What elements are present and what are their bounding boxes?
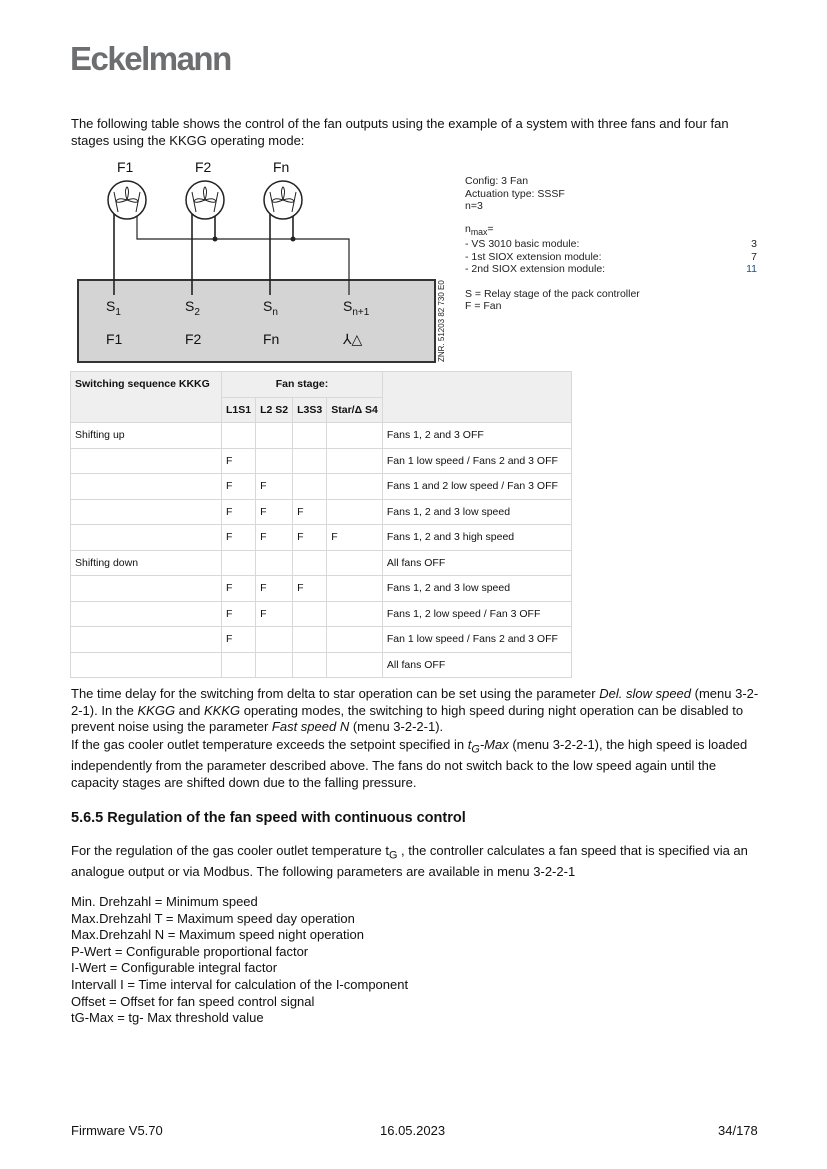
- table-cell: All fans OFF: [382, 652, 571, 678]
- table-cell: Shifting down: [71, 550, 222, 576]
- table-cell: F: [256, 576, 293, 602]
- table-cell: [71, 652, 222, 678]
- table-cell: Fans 1, 2 and 3 high speed: [382, 525, 571, 551]
- column-header: L3S3: [293, 397, 327, 423]
- table-row: [71, 601, 572, 627]
- table-cell: Shifting up: [71, 423, 222, 449]
- table-cell: [293, 474, 327, 500]
- table-cell: F: [256, 474, 293, 500]
- table-cell: [327, 550, 383, 576]
- table-cell: F: [327, 525, 383, 551]
- table-cell: [256, 550, 293, 576]
- table-cell: [71, 499, 222, 525]
- table-cell: [222, 652, 256, 678]
- table-cell: Fans 1, 2 and 3 OFF: [382, 423, 571, 449]
- relay-fan-label: ⅄△: [343, 331, 363, 347]
- relay-fan-label: F1: [106, 331, 123, 347]
- table-cell: [293, 448, 327, 474]
- table-cell: [327, 576, 383, 602]
- table-cell: [71, 525, 222, 551]
- actuation-text: Actuation type: SSSF: [465, 187, 565, 200]
- fan-label: Fn: [273, 159, 290, 175]
- table-cell: Fans 1, 2 and 3 low speed: [382, 499, 571, 525]
- table-cell: F: [293, 525, 327, 551]
- table-cell: [71, 448, 222, 474]
- wiring-diagram: [0, 150, 460, 370]
- table-cell: Fan 1 low speed / Fans 2 and 3 OFF: [382, 448, 571, 474]
- table-cell: [293, 627, 327, 653]
- table-cell: [327, 652, 383, 678]
- table-cell: [222, 550, 256, 576]
- table-cell: [256, 448, 293, 474]
- table-cell: [327, 627, 383, 653]
- intro-text: The following table shows the control of the fan outputs using the example of a system with three fans and four fan stages using the KKGG operating mode:: [71, 116, 729, 148]
- parameter-item: P-Wert = Configurable proportional factor: [71, 943, 309, 959]
- table-cell: [256, 627, 293, 653]
- table-row: [71, 550, 572, 576]
- table-row: [71, 576, 572, 602]
- table-cell: F: [222, 525, 256, 551]
- table-cell: [293, 601, 327, 627]
- n-text: n=3: [465, 200, 483, 212]
- nmax-n: n: [465, 222, 471, 235]
- parameter-item: Max.Drehzahl T = Maximum speed day operation: [71, 910, 355, 926]
- table-row: [71, 474, 572, 500]
- table-cell: [327, 448, 383, 474]
- table-cell: [256, 423, 293, 449]
- table-cell: F: [222, 448, 256, 474]
- table-cell: [327, 499, 383, 525]
- relay-fan-label: Fn: [263, 331, 280, 347]
- paragraph-delay: The time delay for the switching from delta to star operation can be set using the parameter Del. slow speed (menu 3-2-2-1). In the KKGG and KKKG operating modes, the switching to high speed during night operation can be disabled to prevent noise using the parameter Fast speed N (menu 3-2-2-1).: [71, 686, 759, 735]
- table-cell: [293, 550, 327, 576]
- header-blank: [382, 372, 571, 423]
- paragraph-continuous: For the regulation of the gas cooler outlet temperature $t_G$ , the controller calculates a fan speed that is specified via an analogue output or via Modbus. The following parameters are available in menu 3-2-2-1: [71, 843, 748, 880]
- table-cell: [71, 627, 222, 653]
- parameter-item: tG-Max = tg- Max threshold value: [71, 1010, 264, 1026]
- table-cell: [293, 423, 327, 449]
- table-cell: Fans 1, 2 low speed / Fan 3 OFF: [382, 601, 571, 627]
- table-cell: Fans 1 and 2 low speed / Fan 3 OFF: [382, 474, 571, 500]
- table-row: [71, 525, 572, 551]
- table-cell: F: [222, 601, 256, 627]
- relay-label: $S_n$: [263, 298, 278, 318]
- footer-date: 16.05.2023: [380, 1123, 446, 1138]
- relay-label: $S_1$: [106, 298, 121, 318]
- config-text: Config: 3 Fan: [465, 175, 529, 187]
- relay-label: $S_2$: [185, 298, 200, 318]
- table-cell: [327, 601, 383, 627]
- table-cell: [293, 652, 327, 678]
- footer-page: 34/178: [718, 1123, 758, 1138]
- table-cell: F: [256, 601, 293, 627]
- table-cell: F: [222, 576, 256, 602]
- module-row: - VS 3010 basic module: 3: [465, 238, 757, 251]
- table-row: [71, 423, 572, 449]
- column-header: L2 S2: [256, 397, 293, 423]
- header-sequence: Switching sequence KKKG: [71, 372, 222, 423]
- table-cell: F: [222, 474, 256, 500]
- table-cell: [327, 474, 383, 500]
- nmax-eq: =: [487, 222, 494, 235]
- table-row: [71, 652, 572, 678]
- parameter-item: Min. Drehzahl = Minimum speed: [71, 894, 258, 909]
- parameter-item: I-Wert = Configurable integral factor: [71, 960, 278, 976]
- fan-icon: [264, 181, 302, 219]
- nmax-label: [465, 223, 757, 239]
- table-cell: F: [256, 525, 293, 551]
- relay-label: $S_{n+1}$: [343, 298, 370, 318]
- f-definition: F = Fan: [465, 300, 502, 313]
- table-row: [71, 627, 572, 653]
- nmax-sub: max: [470, 226, 488, 237]
- parameter-item: Max.Drehzahl N = Maximum speed night operation: [71, 927, 365, 943]
- fan-icon: [108, 181, 146, 219]
- table-cell: [222, 423, 256, 449]
- header-fan-stage: Fan stage:: [222, 372, 383, 398]
- fan-label: F2: [195, 159, 212, 175]
- column-header: L1S1: [222, 397, 256, 423]
- parameter-list: [71, 894, 761, 1027]
- table-row: [71, 448, 572, 474]
- module-row: - 1st SIOX extension module: 7: [465, 250, 757, 263]
- switching-table: [70, 371, 572, 678]
- table-cell: F: [293, 576, 327, 602]
- table-cell: [327, 423, 383, 449]
- paragraph-high-speed: If the gas cooler outlet temperature exceeds the setpoint specified in $t_G$-Max (menu 3-2-2-1), the high speed is loaded independently from the parameter described above. The fans do not switch back to the low speed again until the capacity stages are shifted down due to the falling pressure.: [71, 737, 748, 790]
- table-cell: F: [222, 499, 256, 525]
- fan-icon: [186, 181, 224, 219]
- drawing-number: ZNR. 51203 82 730 E0: [437, 280, 446, 362]
- table-cell: All fans OFF: [382, 550, 571, 576]
- table-row: [71, 499, 572, 525]
- table-cell: F: [293, 499, 327, 525]
- table-cell: [71, 474, 222, 500]
- table-cell: F: [256, 499, 293, 525]
- table-cell: F: [222, 627, 256, 653]
- table-cell: [71, 601, 222, 627]
- section-heading: 5.6.5 Regulation of the fan speed with continuous control: [71, 810, 466, 826]
- eckelmann-logo: Eckelmann: [70, 40, 231, 77]
- s-definition: S = Relay stage of the pack controller: [465, 287, 640, 300]
- relay-fan-label: F2: [185, 331, 202, 347]
- table-cell: [256, 652, 293, 678]
- table-cell: Fans 1, 2 and 3 low speed: [382, 576, 571, 602]
- parameter-item: Intervall I = Time interval for calculation of the I-component: [71, 976, 409, 992]
- fan-label: F1: [117, 159, 134, 175]
- column-header: Star/Δ S4: [327, 397, 383, 423]
- legend: [465, 175, 757, 313]
- table-cell: Fan 1 low speed / Fans 2 and 3 OFF: [382, 627, 571, 653]
- table-cell: [71, 576, 222, 602]
- parameter-item: Offset = Offset for fan speed control signal: [71, 993, 315, 1009]
- footer-firmware: Firmware V5.70: [71, 1123, 163, 1138]
- module-row: - 2nd SIOX extension module: 11: [465, 263, 757, 276]
